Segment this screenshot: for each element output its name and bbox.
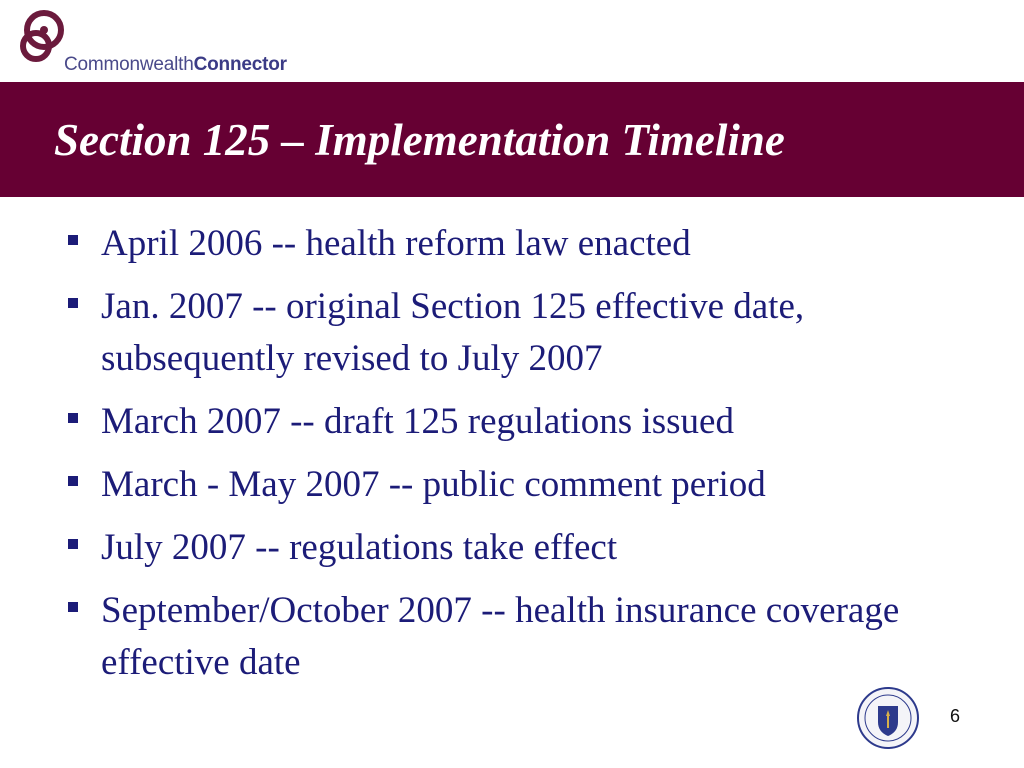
square-bullet-icon xyxy=(68,539,78,549)
bullet-text: July 2007 -- regulations take effect xyxy=(101,527,618,568)
bullet-item xyxy=(66,396,966,448)
bullet-item xyxy=(66,522,966,574)
square-bullet-icon xyxy=(68,602,78,612)
bullet-item xyxy=(66,281,966,385)
commonwealth-connector-logo xyxy=(14,6,324,76)
logo-name-regular: Commonwealth xyxy=(64,54,194,75)
logo-name-bold: Connector xyxy=(193,54,287,75)
slide-title: Section 125 – Implementation Timeline xyxy=(54,115,785,165)
square-bullet-icon xyxy=(68,298,78,308)
square-bullet-icon xyxy=(68,476,78,486)
square-bullet-icon xyxy=(68,413,78,423)
page-number: 6 xyxy=(950,706,961,726)
bullet-item xyxy=(66,218,966,270)
bullet-text: Jan. 2007 -- original Section 125 effective date, subsequently revised to July 2007 xyxy=(101,286,805,379)
bullet-list xyxy=(66,218,966,700)
logo-wordmark xyxy=(64,54,287,76)
massachusetts-seal-icon xyxy=(856,686,920,750)
bullet-item xyxy=(66,585,966,689)
bullet-item xyxy=(66,459,966,511)
bullet-text: March - May 2007 -- public comment period xyxy=(101,464,766,505)
square-bullet-icon xyxy=(68,235,78,245)
bullet-text: April 2006 -- health reform law enacted xyxy=(101,223,691,264)
bullet-text: September/October 2007 -- health insurance coverage effective date xyxy=(101,590,900,683)
bullet-text: March 2007 -- draft 125 regulations issued xyxy=(101,401,734,442)
